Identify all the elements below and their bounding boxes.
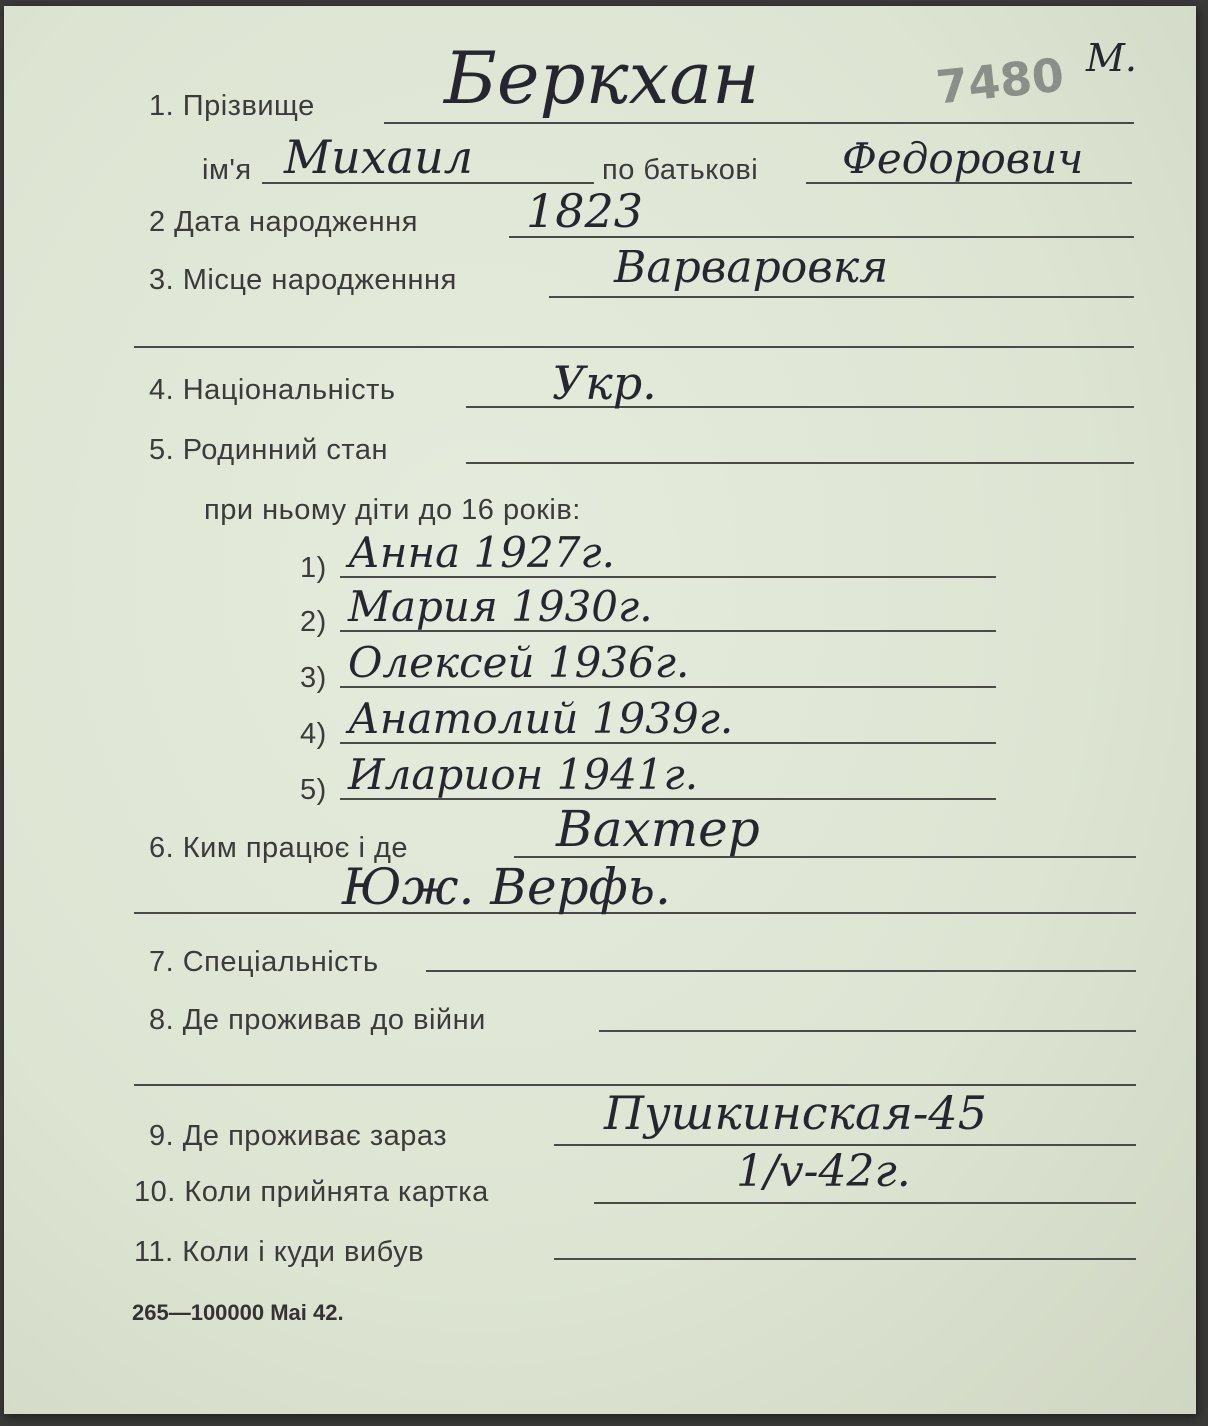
work-value: Вахтер	[556, 800, 760, 858]
birth-place-value: Варваровкя	[614, 242, 889, 293]
current-residence-label: 9. Де проживає зараз	[149, 1120, 448, 1152]
child-4-value: Анатолий 1939г.	[348, 694, 734, 743]
nationality-value: Укр.	[552, 356, 657, 410]
current-residence-value: Пушкинская-45	[604, 1086, 987, 1140]
registration-card	[4, 6, 1196, 1414]
specialty-line	[426, 970, 1136, 972]
child-1-value: Анна 1927г.	[348, 528, 615, 577]
birth-date-label: 2 Дата народження	[149, 206, 418, 238]
surname-value: Беркхан	[444, 36, 760, 120]
child-5-value: Иларион 1941г.	[348, 750, 699, 799]
archive-suffix: М.	[1086, 36, 1137, 80]
child-2-value: Мария 1930г.	[348, 582, 653, 631]
surname-line	[384, 122, 1134, 124]
child-1-num: 1)	[300, 552, 327, 584]
card-accepted-line	[594, 1202, 1136, 1204]
surname-label: 1. Прізвище	[149, 90, 315, 122]
nationality-label: 4. Національність	[149, 374, 396, 406]
child-3-num: 3)	[300, 662, 327, 694]
first-name-value: Михаил	[284, 130, 474, 184]
departure-line	[554, 1258, 1136, 1260]
birth-place-line	[549, 296, 1134, 298]
birth-place-label: 3. Місце народженння	[149, 264, 457, 296]
marital-status-label: 5. Родинний стан	[149, 434, 389, 466]
work-value-2: Юж. Верфь.	[342, 858, 671, 916]
patronymic-label: по батькові	[602, 154, 759, 186]
card-accepted-value: 1/v-42г.	[736, 1146, 911, 1197]
child-2-num: 2)	[300, 606, 327, 638]
departure-label: 11. Коли і куди вибув	[134, 1236, 424, 1268]
child-4-num: 4)	[300, 718, 327, 750]
child-3-value: Олексей 1936г.	[348, 638, 690, 687]
birth-place-line-2	[134, 346, 1134, 348]
card-accepted-label: 10. Коли прийнята картка	[134, 1176, 489, 1208]
first-name-label: ім'я	[202, 154, 252, 186]
prewar-residence-line	[599, 1030, 1136, 1032]
work-label: 6. Ким працює і де	[149, 832, 409, 864]
print-footer: 265—100000 Mai 42.	[132, 1300, 344, 1325]
archive-number: 7480	[933, 47, 1067, 115]
patronymic-value: Федорович	[842, 134, 1084, 183]
child-5-num: 5)	[300, 774, 327, 806]
birth-date-value: 1823	[526, 184, 644, 238]
prewar-residence-label: 8. Де проживав до війни	[149, 1004, 486, 1036]
marital-status-line	[466, 462, 1134, 464]
specialty-label: 7. Спеціальність	[149, 946, 379, 978]
children-label: при ньому діти до 16 років:	[204, 494, 581, 526]
